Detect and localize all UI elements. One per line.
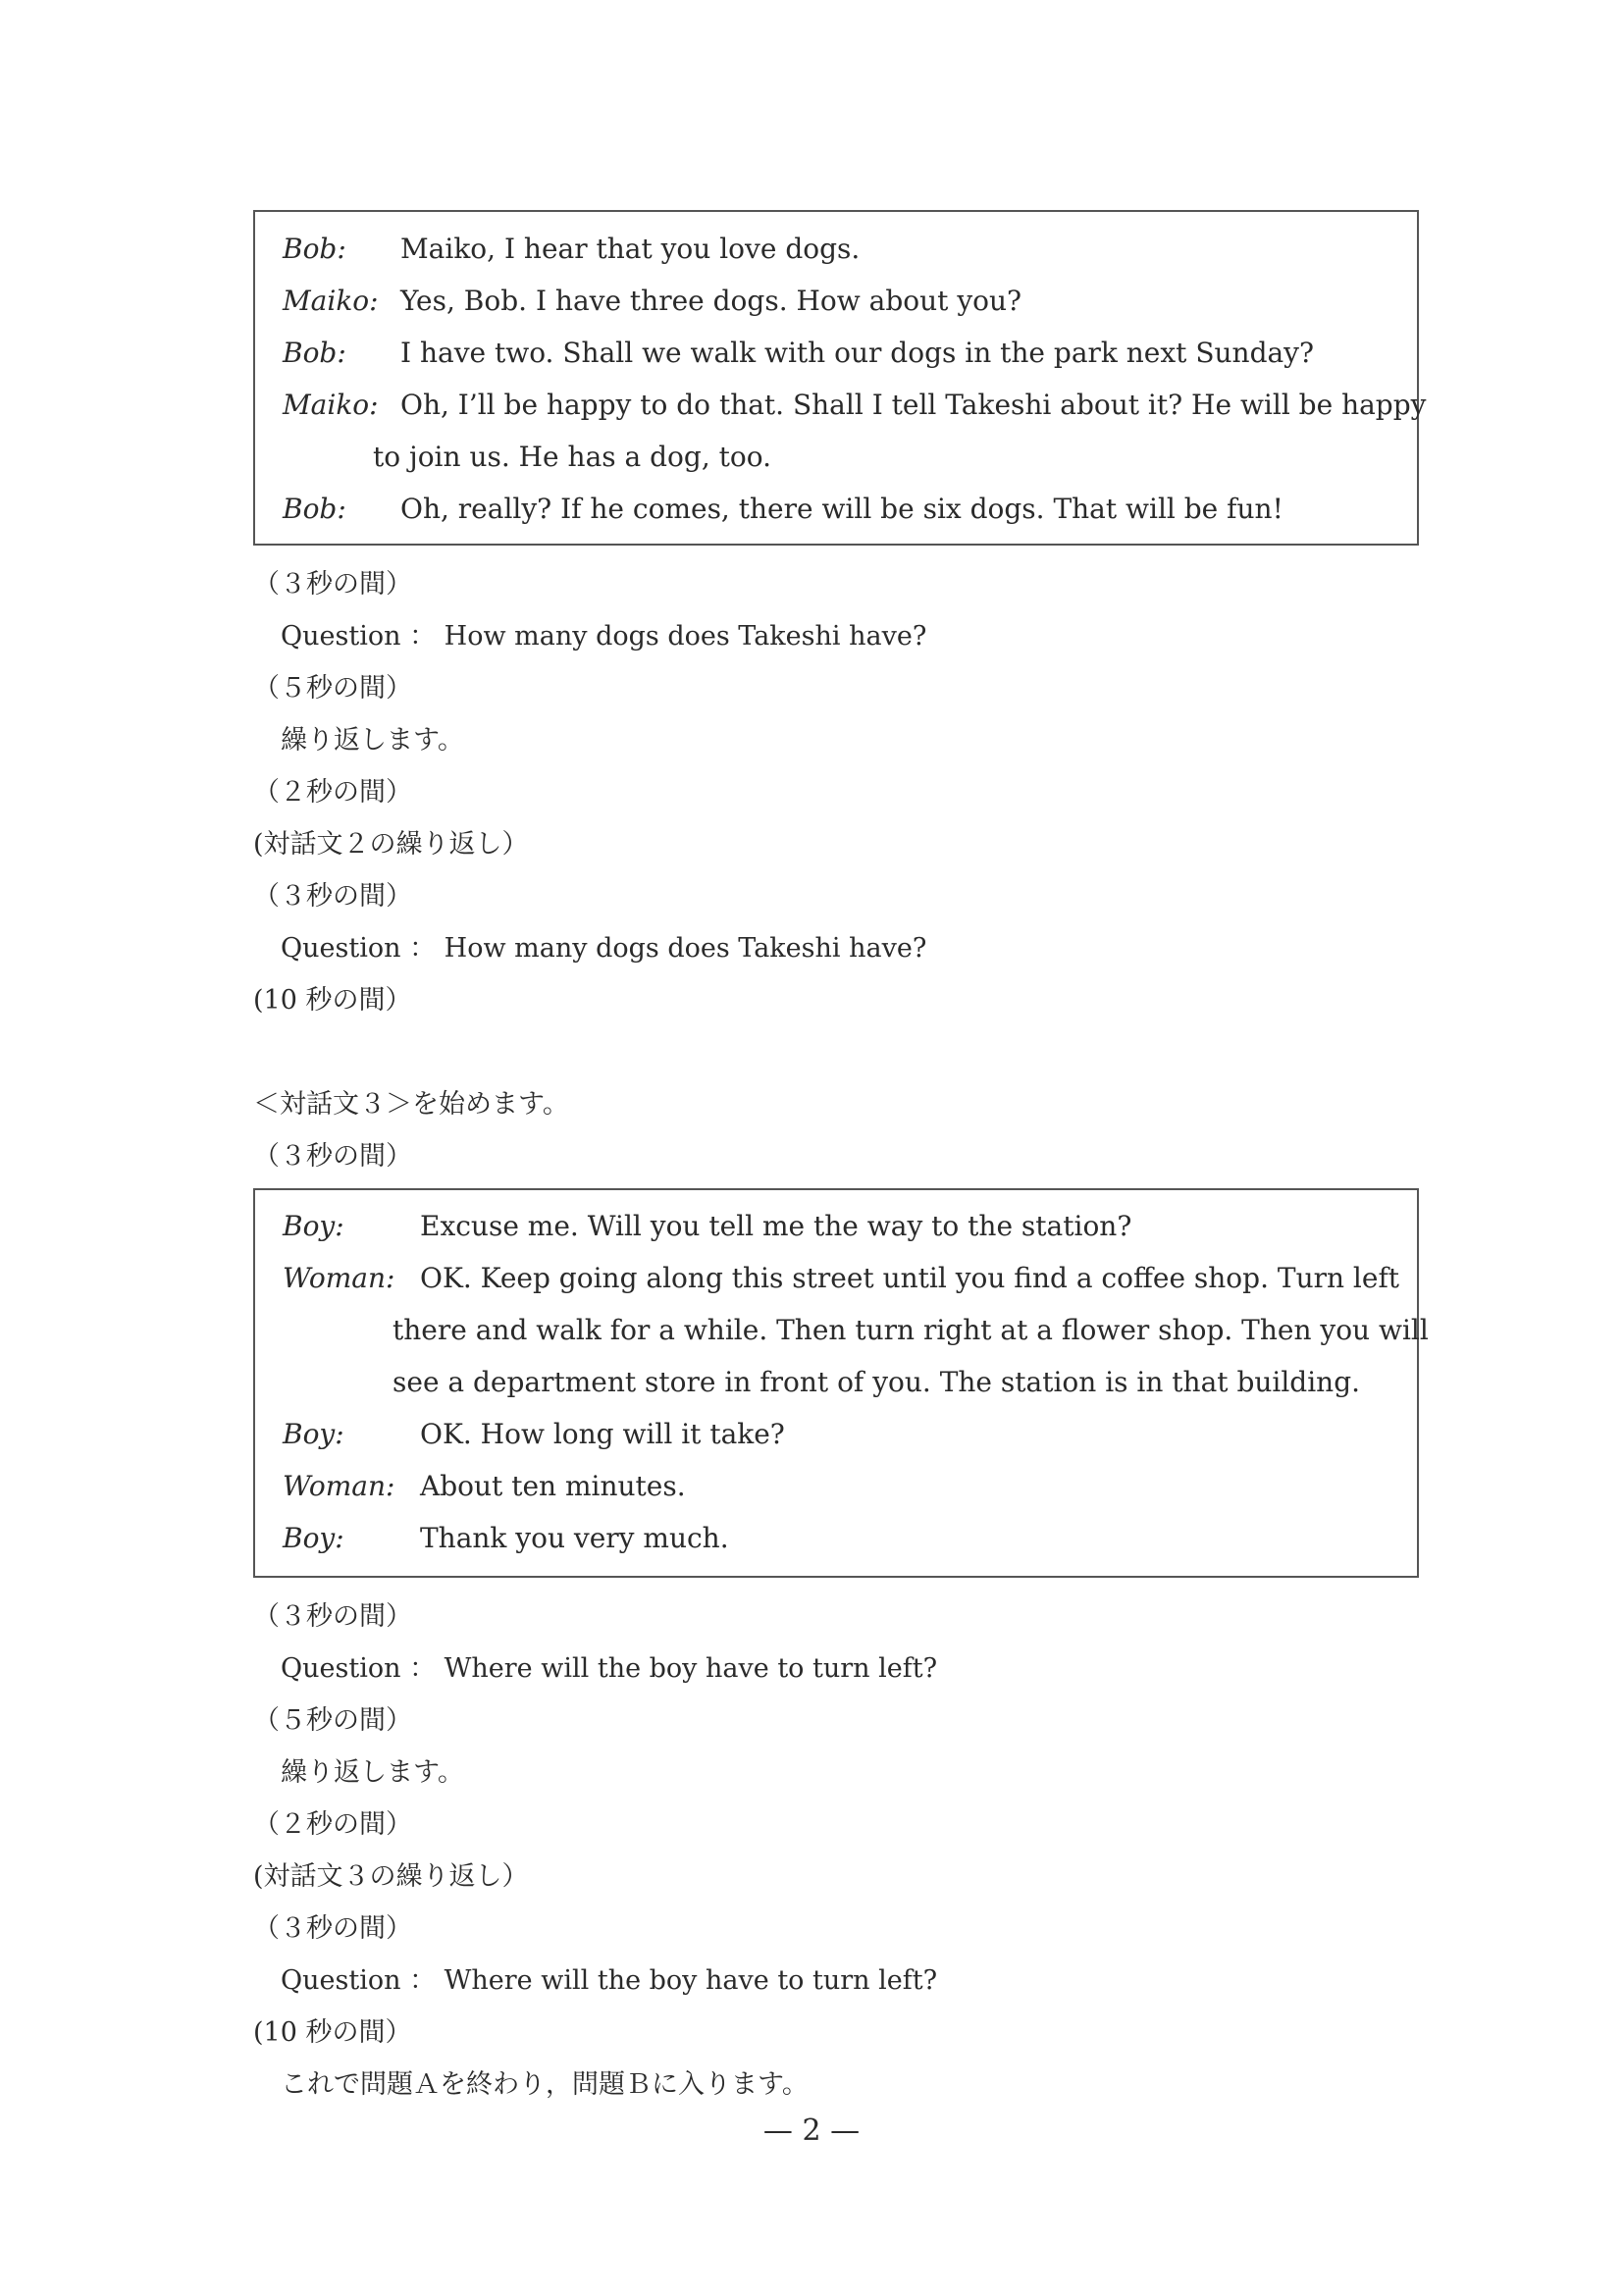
closing-instruction: これで問題Ａを終わり，問題Ｂに入ります。 — [281, 2069, 809, 2100]
dialogue-line-continuation: there and walk for a while. Then turn right at a flower shop. Then you will — [393, 1314, 1429, 1346]
speaker-label: Boy: — [283, 1418, 344, 1450]
dialogue-line: OK. How long will it take? — [420, 1418, 785, 1450]
dialogue-line: Excuse me. Will you tell me the way to the station? — [420, 1210, 1132, 1242]
pause-note: （２秒の間） — [253, 1809, 412, 1840]
speaker-label: Bob: — [283, 233, 346, 265]
speaker-label: Boy: — [283, 1210, 344, 1242]
pause-note: （３秒の間） — [253, 569, 412, 600]
dialogue-line: Oh, I’ll be happy to do that. Shall I tell Takeshi about it? He will be happy — [400, 389, 1427, 421]
question-text: Question ： How many dogs does Takeshi have? — [281, 933, 927, 964]
pause-note: (10 秒の間） — [253, 985, 412, 1016]
repeat-note: (対話文３の繰り返し） — [253, 1861, 529, 1892]
dialogue-line: Oh, really? If he comes, there will be six dogs. That will be fun! — [400, 493, 1283, 525]
speaker-label: Bob: — [283, 337, 346, 369]
dialogue-line-continuation: to join us. He has a dog, too. — [373, 441, 771, 473]
pause-note: (10 秒の間） — [253, 2017, 412, 2048]
question-text: Question ： Where will the boy have to turn left? — [281, 1653, 938, 1684]
repeat-instruction: 繰り返します。 — [281, 725, 464, 756]
section-start-heading: ＜対話文３＞を始めます。 — [253, 1089, 569, 1120]
dialogue-line: About ten minutes. — [420, 1470, 686, 1502]
dialogue-line: Thank you very much. — [420, 1522, 729, 1554]
pause-note: （３秒の間） — [253, 881, 412, 912]
speaker-label: Bob: — [283, 493, 346, 525]
speaker-label: Maiko: — [283, 389, 379, 421]
pause-note: （５秒の間） — [253, 1705, 412, 1736]
dialogue-2-box — [253, 210, 1427, 546]
speaker-label: Woman: — [283, 1262, 395, 1294]
speaker-label: Woman: — [283, 1470, 395, 1502]
speaker-label: Boy: — [283, 1522, 344, 1554]
dialogue-line-continuation: see a department store in front of you. The station is in that building. — [393, 1366, 1361, 1398]
dialogue-line: I have two. Shall we walk with our dogs in the park next Sunday? — [400, 337, 1315, 369]
dialogue-line: Yes, Bob. I have three dogs. How about you? — [400, 285, 1022, 317]
pause-note: （３秒の間） — [253, 1601, 412, 1632]
pause-note: （３秒の間） — [253, 1141, 412, 1172]
dialogue-line: Maiko, I hear that you love dogs. — [400, 233, 861, 265]
repeat-instruction: 繰り返します。 — [281, 1757, 464, 1788]
question-text: Question ： How many dogs does Takeshi have? — [281, 621, 927, 652]
pause-note: （３秒の間） — [253, 1913, 412, 1944]
question-text: Question ： Where will the boy have to turn left? — [281, 1965, 938, 1996]
dialogue-line: OK. Keep going along this street until you find a coffee shop. Turn left — [420, 1262, 1400, 1294]
pause-note: （２秒の間） — [253, 777, 412, 808]
pause-note: （５秒の間） — [253, 673, 412, 704]
page-number: — 2 — — [762, 2113, 861, 2148]
repeat-note: (対話文２の繰り返し） — [253, 829, 529, 860]
speaker-label: Maiko: — [283, 285, 379, 317]
dialogue-3-box — [253, 1188, 1429, 1578]
